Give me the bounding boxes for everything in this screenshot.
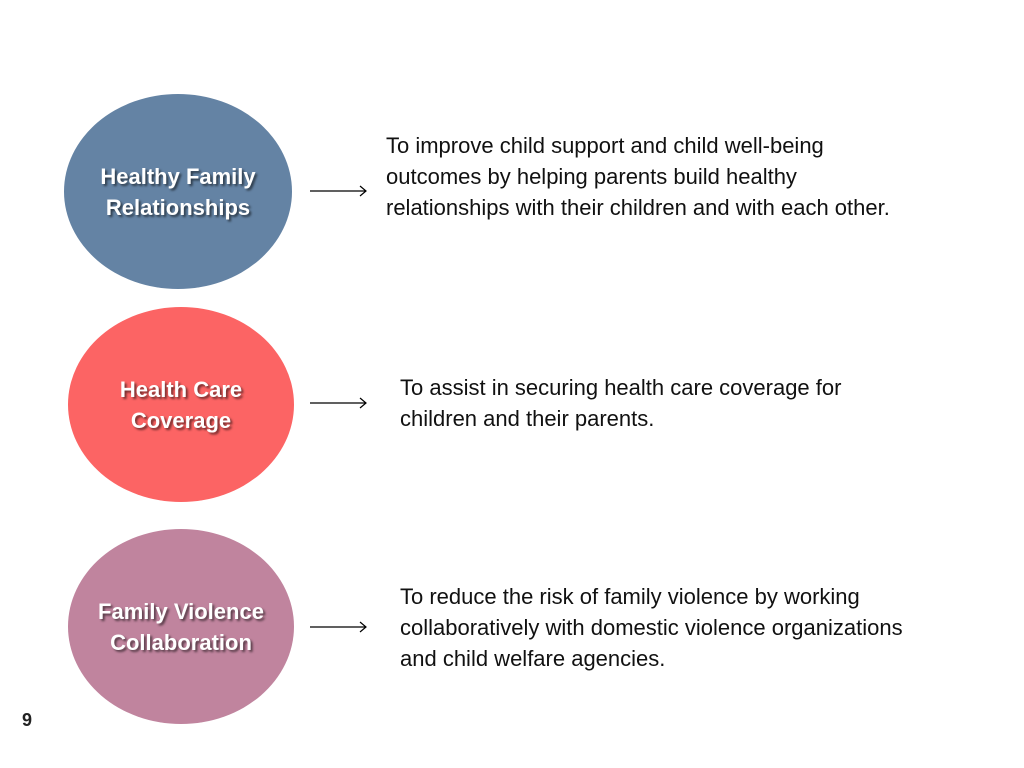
right-arrow-icon — [310, 397, 368, 409]
ellipse-health-care-coverage — [68, 307, 294, 502]
description-family-violence-collaboration: To reduce the risk of family violence by working collaboratively with domestic violence organizations and child welfare agencies. — [400, 584, 903, 671]
page-number: 9 — [22, 710, 33, 730]
ellipse-label: Family Violence Collaboration — [98, 598, 264, 655]
ellipse-label: Healthy Family Relationships — [100, 163, 256, 220]
ellipse-family-violence-collaboration — [68, 529, 294, 724]
right-arrow-icon — [310, 185, 368, 197]
ellipse-label: Health Care Coverage — [119, 376, 243, 433]
description-health-care-coverage: To assist in securing health care coverage for children and their parents. — [400, 375, 842, 431]
ellipse-healthy-family-relationships — [64, 94, 292, 289]
right-arrow-icon — [310, 621, 368, 633]
description-healthy-family-relationships: To improve child support and child well-being outcomes by helping parents build healthy relationships with their children and with each other. — [386, 133, 890, 220]
